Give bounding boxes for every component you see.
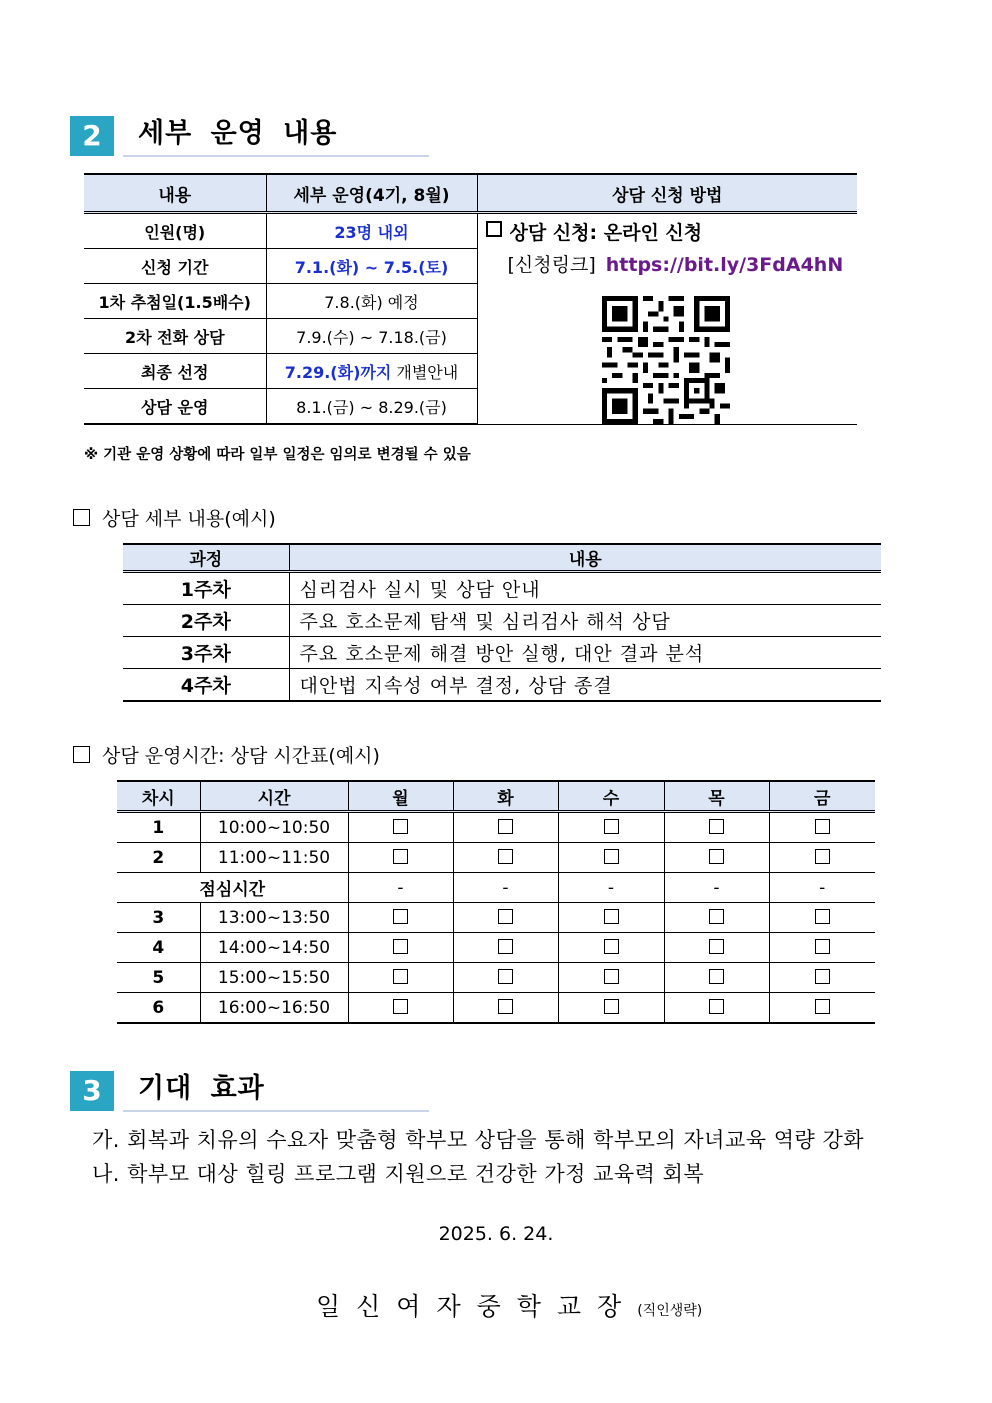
session-number: 6 <box>117 993 200 1024</box>
slot-cell[interactable] <box>769 993 875 1024</box>
slot-cell[interactable] <box>558 993 664 1024</box>
slot-checkbox[interactable] <box>498 909 513 924</box>
row-value: 7.1.(화) ~ 7.5.(토) <box>266 249 477 284</box>
week-content: 주요 호소문제 해결 방안 실행, 대안 결과 분석 <box>289 637 881 669</box>
slot-cell[interactable] <box>769 843 875 873</box>
session-number: 3 <box>117 903 200 933</box>
slot-cell[interactable] <box>348 812 453 843</box>
row-value: 7.9.(수) ~ 7.18.(금) <box>266 319 477 354</box>
lunch-dash: - <box>558 873 664 903</box>
session-number: 1 <box>117 812 200 843</box>
row-value: 23명 내외 <box>266 213 477 249</box>
slot-cell[interactable] <box>769 933 875 963</box>
section-number: 3 <box>70 1071 114 1111</box>
slot-checkbox[interactable] <box>815 819 830 834</box>
effect-item: 가. 회복과 치유의 수요자 맞춤형 학부모 상담을 통해 학부모의 자녀교육 역량 강화 <box>92 1128 865 1152</box>
slot-cell[interactable] <box>558 812 664 843</box>
row-label: 최종 선정 <box>84 354 266 389</box>
detail-heading-text: 상담 세부 내용(예시) <box>102 508 276 530</box>
session-number: 2 <box>117 843 200 873</box>
slot-checkbox[interactable] <box>604 909 619 924</box>
header-content: 내용 <box>84 174 266 213</box>
slot-cell[interactable] <box>453 843 558 873</box>
week-content: 주요 호소문제 탐색 및 심리검사 해석 상담 <box>289 605 881 637</box>
session-time: 14:00~14:50 <box>200 933 348 963</box>
slot-checkbox[interactable] <box>498 819 513 834</box>
slot-cell[interactable] <box>558 903 664 933</box>
slot-checkbox[interactable] <box>709 819 724 834</box>
slot-checkbox[interactable] <box>709 999 724 1014</box>
row-label: 상담 운영 <box>84 389 266 425</box>
slot-cell[interactable] <box>769 903 875 933</box>
row-label: 2차 전화 상담 <box>84 319 266 354</box>
header-mon: 월 <box>348 781 453 812</box>
slot-cell[interactable] <box>558 963 664 993</box>
section-number: 2 <box>70 116 114 156</box>
session-time: 13:00~13:50 <box>200 903 348 933</box>
row-value <box>266 354 477 389</box>
slot-checkbox[interactable] <box>815 999 830 1014</box>
section-title: 기대 효과 <box>138 1073 265 1104</box>
slot-cell[interactable] <box>453 903 558 933</box>
slot-checkbox[interactable] <box>604 999 619 1014</box>
slot-checkbox[interactable] <box>498 999 513 1014</box>
header-tue: 화 <box>453 781 558 812</box>
apply-link-url[interactable]: https://bit.ly/3FdA4hN <box>605 254 844 276</box>
slot-checkbox[interactable] <box>815 969 830 984</box>
slot-cell[interactable] <box>664 963 769 993</box>
slot-cell[interactable] <box>769 963 875 993</box>
slot-checkbox[interactable] <box>815 939 830 954</box>
time-heading <box>73 741 380 768</box>
detail-heading <box>73 504 276 531</box>
section-2-header <box>70 116 430 156</box>
qr-code-icon[interactable] <box>602 296 730 424</box>
header-time: 시간 <box>200 781 348 812</box>
slot-checkbox[interactable] <box>393 969 408 984</box>
slot-cell[interactable] <box>348 993 453 1024</box>
week-label: 2주차 <box>123 605 289 637</box>
slot-cell[interactable] <box>453 963 558 993</box>
section-title: 세부 운영 내용 <box>138 118 338 149</box>
slot-cell[interactable] <box>664 812 769 843</box>
counseling-detail-table <box>123 543 881 702</box>
header-apply: 상담 신청 방법 <box>477 174 857 213</box>
lunch-dash: - <box>664 873 769 903</box>
slot-checkbox[interactable] <box>604 819 619 834</box>
checkbox-square-icon <box>73 509 90 526</box>
slot-checkbox[interactable] <box>393 939 408 954</box>
document-date: 2025. 6. 24. <box>438 1223 554 1245</box>
week-content: 심리검사 실시 및 상담 안내 <box>289 572 881 605</box>
slot-cell[interactable] <box>453 812 558 843</box>
timetable <box>117 780 875 1024</box>
row-value: 8.1.(금) ~ 8.29.(금) <box>266 389 477 425</box>
slot-cell[interactable] <box>664 993 769 1024</box>
slot-checkbox[interactable] <box>498 939 513 954</box>
slot-cell[interactable] <box>453 993 558 1024</box>
header-wed: 수 <box>558 781 664 812</box>
slot-checkbox[interactable] <box>709 939 724 954</box>
section-underline <box>123 1110 429 1112</box>
lunch-dash: - <box>769 873 875 903</box>
row-label: 신청 기간 <box>84 249 266 284</box>
slot-checkbox[interactable] <box>498 969 513 984</box>
section-underline <box>123 155 429 157</box>
slot-checkbox[interactable] <box>393 909 408 924</box>
header-detail: 세부 운영(4기, 8월) <box>266 174 477 213</box>
week-label: 4주차 <box>123 669 289 702</box>
session-time: 16:00~16:50 <box>200 993 348 1024</box>
slot-cell[interactable] <box>453 933 558 963</box>
row-value-bold: 7.29.(화)까지 <box>284 362 392 382</box>
operation-table <box>84 173 857 425</box>
session-time: 10:00~10:50 <box>200 812 348 843</box>
slot-checkbox[interactable] <box>604 849 619 864</box>
signer <box>316 1287 702 1323</box>
slot-checkbox[interactable] <box>709 909 724 924</box>
header-fri: 금 <box>769 781 875 812</box>
slot-checkbox[interactable] <box>604 969 619 984</box>
signer-seal: (직인생략) <box>637 1303 703 1319</box>
slot-checkbox[interactable] <box>709 969 724 984</box>
session-time: 11:00~11:50 <box>200 843 348 873</box>
header-session: 차시 <box>117 781 200 812</box>
session-number: 4 <box>117 933 200 963</box>
slot-cell[interactable] <box>558 843 664 873</box>
lunch-label: 점심시간 <box>117 873 348 903</box>
schedule-note: ※ 기관 운영 상황에 따라 일부 일정은 임의로 변경될 수 있음 <box>84 447 471 463</box>
row-value-rest: 개별안내 <box>391 362 459 382</box>
apply-title-text: 상담 신청: 온라인 신청 <box>509 222 703 244</box>
slot-cell[interactable] <box>348 903 453 933</box>
week-label: 3주차 <box>123 637 289 669</box>
apply-cell <box>477 213 857 425</box>
slot-checkbox[interactable] <box>393 999 408 1014</box>
header-course: 과정 <box>123 544 289 572</box>
week-label: 1주차 <box>123 572 289 605</box>
section-3-header <box>70 1071 430 1111</box>
slot-checkbox[interactable] <box>604 939 619 954</box>
signer-name: 일신여자중학교장 <box>316 1292 638 1321</box>
slot-cell[interactable] <box>664 903 769 933</box>
slot-checkbox[interactable] <box>815 909 830 924</box>
header-thu: 목 <box>664 781 769 812</box>
session-number: 5 <box>117 963 200 993</box>
slot-checkbox[interactable] <box>815 849 830 864</box>
row-value: 7.8.(화) 예정 <box>266 284 477 319</box>
lunch-dash: - <box>348 873 453 903</box>
effect-item: 나. 학부모 대상 힐링 프로그램 지원으로 건강한 가정 교육력 회복 <box>92 1162 705 1186</box>
slot-cell[interactable] <box>558 933 664 963</box>
slot-cell[interactable] <box>769 812 875 843</box>
session-time: 15:00~15:50 <box>200 963 348 993</box>
row-label: 인원(명) <box>84 213 266 249</box>
apply-link-label: [신청링크] <box>507 254 596 276</box>
week-content: 대안법 지속성 여부 결정, 상담 종결 <box>289 669 881 702</box>
apply-link-line <box>486 252 858 278</box>
slot-cell[interactable] <box>664 933 769 963</box>
time-heading-text: 상담 운영시간: 상담 시간표(예시) <box>102 745 380 767</box>
slot-cell[interactable] <box>348 843 453 873</box>
checkbox-square-icon <box>73 746 90 763</box>
slot-cell[interactable] <box>664 843 769 873</box>
slot-checkbox[interactable] <box>393 849 408 864</box>
slot-checkbox[interactable] <box>498 849 513 864</box>
lunch-dash: - <box>453 873 558 903</box>
row-label: 1차 추첨일(1.5배수) <box>84 284 266 319</box>
slot-checkbox[interactable] <box>709 849 724 864</box>
checkbox-square-icon <box>486 221 502 237</box>
slot-cell[interactable] <box>348 933 453 963</box>
slot-checkbox[interactable] <box>393 819 408 834</box>
slot-cell[interactable] <box>348 963 453 993</box>
apply-title <box>486 220 858 246</box>
header-content: 내용 <box>289 544 881 572</box>
